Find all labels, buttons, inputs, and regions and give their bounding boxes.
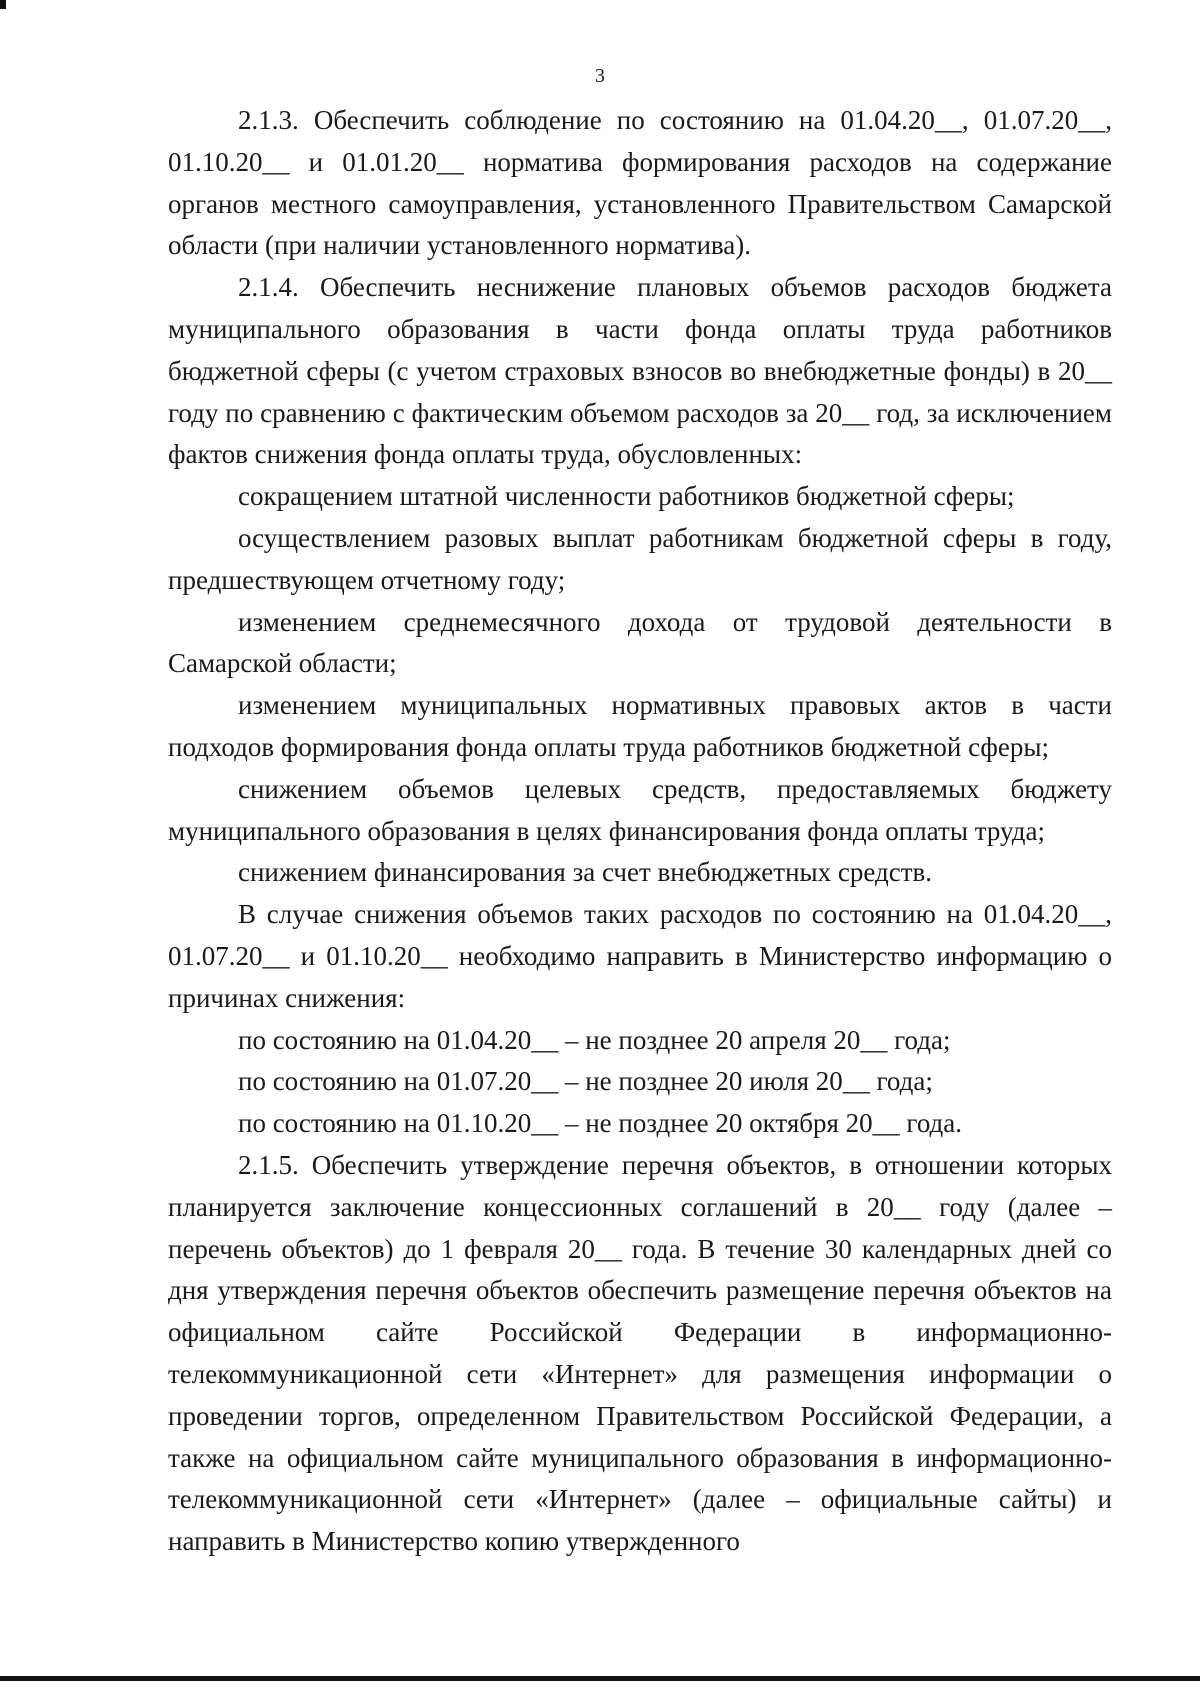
bottom-rule: [0, 1676, 1200, 1681]
list-item-staff-reduction: сокращением штатной численности работников бюджетной сферы;: [238, 481, 1015, 512]
document-body: [168, 100, 1112, 1563]
page-number: 3: [595, 65, 605, 87]
list-item-target-funds-reduction: снижением объемов целевых средств, предоставляемых бюджету муниципального образования в целях финансирования фонда оплаты труда;: [168, 773, 1112, 846]
list-item-one-time-payments: осуществлением разовых выплат работникам бюджетной сферы в году, предшествующем отчетному году;: [168, 522, 1112, 595]
deadline-october: по состоянию на 01.10.20__ – не позднее 20 октября 20__ года.: [238, 1108, 963, 1139]
paragraph-reduction-reporting: В случае снижения объемов таких расходов по состоянию на 01.04.20__, 01.07.20__ и 01.10.20__ необходимо направить в Министерство информацию о причинах снижения:: [168, 899, 1112, 1013]
list-item-offbudget-funding-reduction: снижением финансирования за счет внебюджетных средств.: [238, 857, 933, 888]
deadline-april: по состоянию на 01.04.20__ – не позднее 20 апреля 20__ года;: [238, 1024, 951, 1055]
paragraph-2-1-5: 2.1.5. Обеспечить утверждение перечня объектов, в отношении которых планируется заключение концессионных соглашений в 20__ году (далее – перечень объектов) до 1 февраля 20__ года. В течение 30 календарных дней со дня утверждения перечня объектов обеспечить размещение перечня объектов на официальном сайте Российской Федерации в информационно-телекоммуникационной сети «Интернет» для размещения информации о проведении торгов, определенном Правительством Российской Федерации, а также на официальном сайте муниципального образования в информационно-телекоммуникационной сети «Интернет» (далее – официальные сайты) и направить в Министерство копию утвержденного: [168, 1149, 1112, 1557]
paragraph-2-1-4: 2.1.4. Обеспечить неснижение плановых объемов расходов бюджета муниципального образования в части фонда оплаты труда работников бюджетной сферы (с учетом страховых взносов во внебюджетные фонды) в 20__ году по сравнению с фактическим объемом расходов за 20__ год, за исключением фактов снижения фонда оплаты труда, обусловленных:: [168, 272, 1112, 470]
list-item-average-income-change: изменением среднемесячного дохода от трудовой деятельности в Самарской области;: [168, 606, 1112, 679]
scan-corner-mark: [0, 0, 6, 9]
paragraph-2-1-3: 2.1.3. Обеспечить соблюдение по состоянию на 01.04.20__, 01.07.20__, 01.10.20__ и 01.01.20__ норматива формирования расходов на содержание органов местного самоуправления, установленного Правительством Самарской области (при наличии установленного норматива).: [168, 105, 1112, 261]
list-item-municipal-acts-change: изменением муниципальных нормативных правовых актов в части подходов формирования фонда оплаты труда работников бюджетной сферы;: [168, 690, 1112, 762]
deadline-july: по состоянию на 01.07.20__ – не позднее 20 июля 20__ года;: [238, 1066, 933, 1097]
